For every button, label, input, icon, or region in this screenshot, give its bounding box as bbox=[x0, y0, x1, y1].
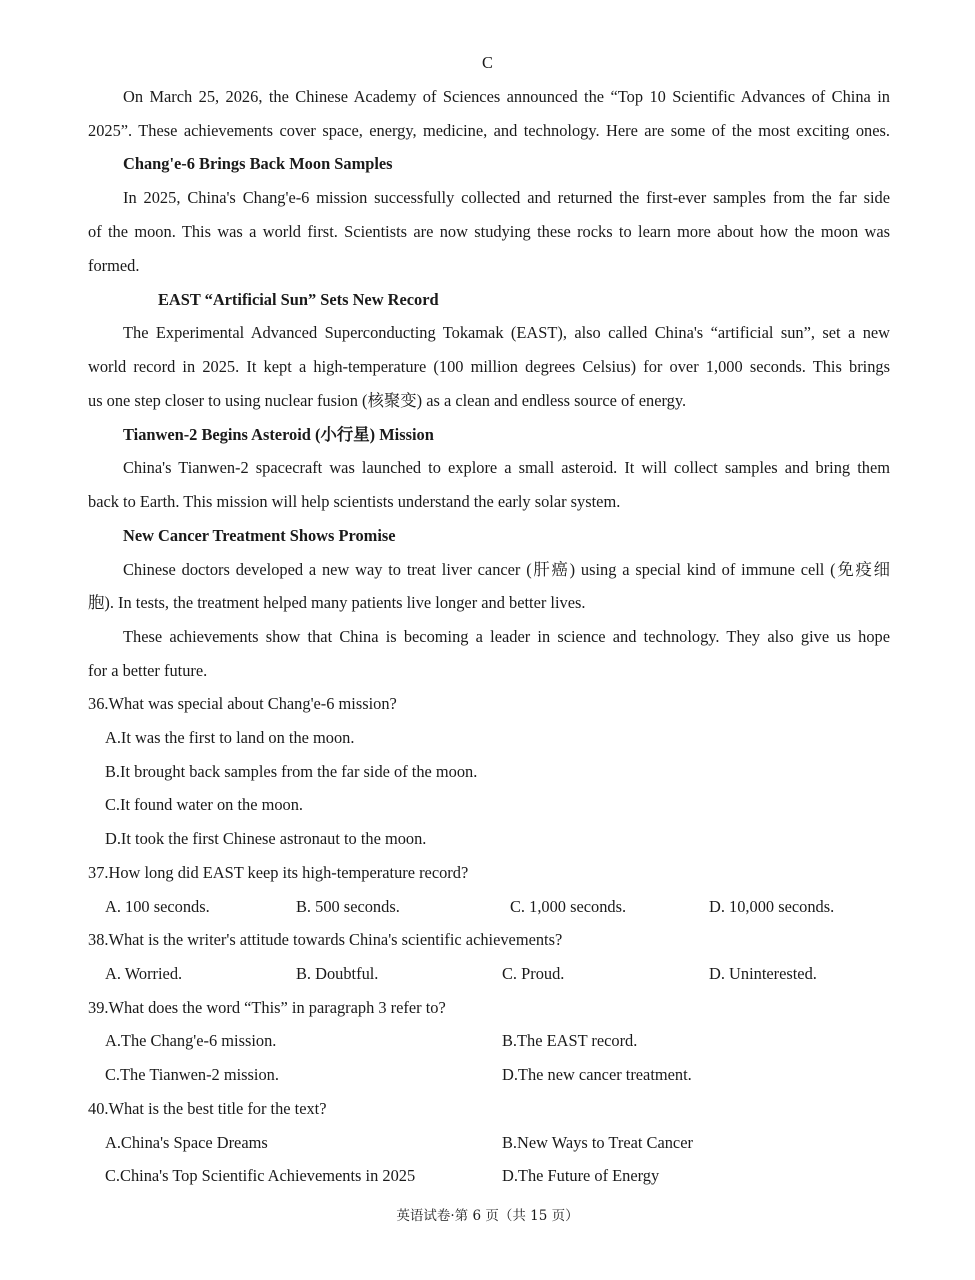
question-40-option-d: D.The Future of Energy bbox=[502, 1166, 660, 1185]
question-36-stem: 36.What was special about Chang'e-6 mission? bbox=[88, 694, 397, 713]
intro-line-2: 2025”. These achievements cover space, energy, medicine, and technology. Here are some of the most exciting ones. bbox=[88, 121, 890, 140]
question-39-option-a: A.The Chang'e-6 mission. bbox=[105, 1031, 277, 1050]
question-39-stem: 39.What does the word “This” in paragraph 3 refer to? bbox=[88, 998, 446, 1017]
section-label: C bbox=[482, 53, 493, 72]
p2-line-3: us one step closer to using nuclear fusion (核聚变) as a clean and endless source of energy. bbox=[88, 391, 687, 410]
question-37-option-a: A. 100 seconds. bbox=[105, 897, 210, 916]
p1-line-2: of the moon. This was a world first. Scientists are now studying these rocks to learn more about how the moon was bbox=[88, 222, 890, 241]
question-39-option-b: B.The EAST record. bbox=[502, 1031, 638, 1050]
question-38-option-d: D. Uninterested. bbox=[709, 964, 817, 983]
question-37-stem: 37.How long did EAST keep its high-temperature record? bbox=[88, 863, 469, 882]
p5-line-1: These achievements show that China is becoming a leader in science and technology. They also give us hope bbox=[123, 627, 890, 646]
question-38-option-b: B. Doubtful. bbox=[296, 964, 379, 983]
question-36-option-d: D.It took the first Chinese astronaut to the moon. bbox=[105, 829, 427, 848]
p3-line-1: China's Tianwen-2 spacecraft was launched to explore a small asteroid. It will collect samples and bring them bbox=[123, 458, 890, 477]
question-39-option-d: D.The new cancer treatment. bbox=[502, 1065, 692, 1084]
question-36-option-a: A.It was the first to land on the moon. bbox=[105, 728, 355, 747]
question-37-option-d: D. 10,000 seconds. bbox=[709, 897, 835, 916]
heading-east: EAST “Artificial Sun” Sets New Record bbox=[158, 290, 439, 309]
heading-tianwen2: Tianwen-2 Begins Asteroid (小行星) Mission bbox=[123, 425, 434, 444]
question-36-option-c: C.It found water on the moon. bbox=[105, 795, 304, 814]
p4-line-1: Chinese doctors developed a new way to treat liver cancer (肝癌) using a special kind of immune cell (免疫细 bbox=[123, 560, 890, 579]
p5-line-2: for a better future. bbox=[88, 661, 208, 680]
p4-line-2: 胞). In tests, the treatment helped many patients live longer and better lives. bbox=[88, 593, 586, 612]
question-40-stem: 40.What is the best title for the text? bbox=[88, 1099, 327, 1118]
question-37-option-b: B. 500 seconds. bbox=[296, 897, 400, 916]
question-38-stem: 38.What is the writer's attitude towards China's scientific achievements? bbox=[88, 930, 563, 949]
intro-line-1: On March 25, 2026, the Chinese Academy of Sciences announced the “Top 10 Scientific Advances of China in bbox=[123, 87, 890, 106]
question-40-option-b: B.New Ways to Treat Cancer bbox=[502, 1133, 693, 1152]
p2-line-1: The Experimental Advanced Superconducting Tokamak (EAST), also called China's “artificial sun”, set a new bbox=[123, 323, 890, 342]
question-38-option-a: A. Worried. bbox=[105, 964, 183, 983]
question-36-option-b: B.It brought back samples from the far side of the moon. bbox=[105, 762, 478, 781]
p2-line-2: world record in 2025. It kept a high-temperature (100 million degrees Celsius) for over 1,000 seconds. This brings bbox=[88, 357, 890, 376]
page-footer: 英语试卷·第 6 页（共 15 页） bbox=[396, 1208, 579, 1224]
question-37-option-c: C. 1,000 seconds. bbox=[510, 897, 627, 916]
question-38-option-c: C. Proud. bbox=[502, 964, 565, 983]
question-40-option-c: C.China's Top Scientific Achievements in 2025 bbox=[105, 1166, 416, 1185]
heading-change6: Chang'e-6 Brings Back Moon Samples bbox=[123, 154, 393, 173]
question-40-option-a: A.China's Space Dreams bbox=[105, 1133, 268, 1152]
p3-line-2: back to Earth. This mission will help scientists understand the early solar system. bbox=[88, 492, 621, 511]
p1-line-3: formed. bbox=[88, 256, 140, 275]
p1-line-1: In 2025, China's Chang'e-6 mission successfully collected and returned the first-ever samples from the far side bbox=[123, 188, 890, 207]
question-39-option-c: C.The Tianwen-2 mission. bbox=[105, 1065, 279, 1084]
heading-cancer: New Cancer Treatment Shows Promise bbox=[123, 526, 396, 545]
